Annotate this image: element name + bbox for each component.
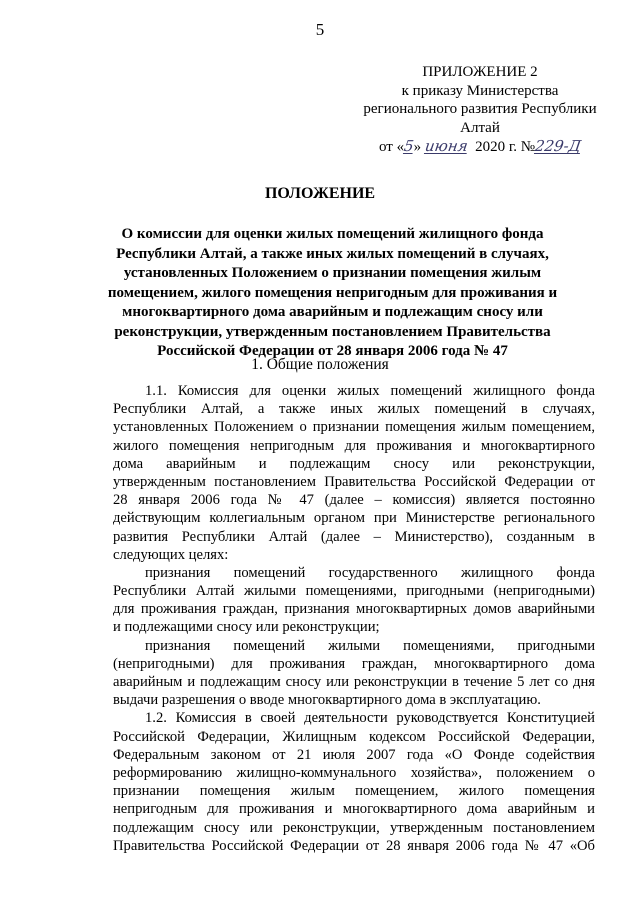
date-year: 2020 г. № bbox=[475, 139, 536, 155]
subject-line: установленных Положением о признании помещения жилым bbox=[123, 265, 542, 281]
subject-line: помещением, жилого помещения непригодным для проживания и bbox=[107, 284, 558, 301]
paragraph-1-1 bbox=[113, 382, 595, 564]
text-line: жилого помещения непригодным для проживания и многоквартирного bbox=[113, 437, 595, 454]
text-line: и подлежащими сносу или реконструкции; bbox=[113, 619, 380, 636]
subject-line: О комиссии для оценки жилых помещений жилищного фонда bbox=[121, 226, 544, 242]
text-line: развития Республики Алтай (далее – Министерство), созданным в bbox=[113, 528, 595, 545]
handwritten-day: 5 bbox=[402, 137, 415, 155]
paragraph-purpose-1 bbox=[113, 564, 595, 637]
text-line: дома аварийным и подлежащим сносу или реконструкции, bbox=[113, 455, 595, 472]
text-line: Российской Федерации, Жилищным кодексом Российской Федерации, bbox=[113, 728, 595, 745]
section-heading: 1. Общие положения bbox=[251, 356, 389, 373]
appendix-line: Алтай bbox=[460, 119, 500, 136]
text-line: утвержденным постановлением Правительства Российской Федерации от bbox=[113, 473, 595, 490]
text-line: Федеральным законом от 21 июля 2007 года «О Фонде содействия bbox=[113, 746, 595, 763]
subject-line: Российской Федерации от 28 января 2006 года № 47 bbox=[157, 343, 508, 359]
text-line: реформированию жилищно-коммунального хозяйства», положением о bbox=[113, 764, 595, 781]
text-line: Республики Алтай, а также иных жилых помещений в случаях, bbox=[113, 401, 595, 418]
text-line: действующим коллегиальным органом при Министерстве регионального bbox=[113, 510, 595, 527]
appendix-block bbox=[350, 63, 610, 157]
text-line: 28 января 2006 года № 47 (далее – комиссия) является постоянно bbox=[113, 492, 595, 509]
text-line: (непригодными) для проживания граждан, многоквартирного дома bbox=[113, 655, 595, 672]
text-line: признания помещений жилыми помещениями, пригодными bbox=[145, 637, 595, 654]
text-line: 1.1. Комиссия для оценки жилых помещений жилищного фонда bbox=[145, 383, 595, 399]
paragraph-purpose-2 bbox=[113, 637, 595, 710]
text-line: признании помещения жилым помещением, жилого помещения bbox=[113, 783, 595, 800]
text-line: выдачи разрешения о вводе многоквартирного дома в эксплуатацию. bbox=[113, 692, 541, 709]
date-separator: » bbox=[413, 139, 422, 155]
text-line: 1.2. Комиссия в своей деятельности руководствуется Конституцией bbox=[145, 710, 595, 727]
text-line: Республики Алтай жилыми помещениями, пригодными (непригодными) bbox=[113, 583, 595, 600]
appendix-title: ПРИЛОЖЕНИЕ 2 bbox=[422, 64, 538, 80]
document-subject bbox=[95, 225, 570, 362]
text-line: установленных Положением о признании помещения жилым помещением, bbox=[113, 419, 595, 436]
paragraph-1-2 bbox=[113, 709, 595, 855]
handwritten-month: июня bbox=[423, 137, 469, 155]
handwritten-order-number: 229-Д bbox=[533, 137, 583, 155]
text-line: для проживания граждан, признания многоквартирных домов аварийными bbox=[113, 601, 595, 618]
page-number: 5 bbox=[315, 20, 325, 39]
body-text bbox=[113, 382, 595, 855]
text-line: следующих целях: bbox=[113, 546, 229, 563]
order-date-line bbox=[350, 137, 610, 157]
text-line: подлежащим сносу или реконструкции, утвержденным постановлением bbox=[113, 819, 595, 836]
text-line: Правительства Российской Федерации от 28 января 2006 года № 47 «Об bbox=[113, 837, 595, 854]
subject-line: многоквартирного дома аварийным и подлежащим сносу или bbox=[122, 304, 543, 320]
subject-line: Республики Алтай, а также иных жилых помещений в случаях, bbox=[116, 245, 549, 262]
text-line: признания помещений государственного жилищного фонда bbox=[145, 564, 595, 581]
text-line: непригодным для проживания и многоквартирного дома аварийным и bbox=[113, 801, 595, 818]
subject-line: реконструкции, утвержденным постановлением Правительства bbox=[114, 323, 551, 340]
date-prefix: от « bbox=[378, 139, 405, 155]
appendix-line: регионального развития Республики bbox=[363, 101, 597, 117]
appendix-line: к приказу Министерства bbox=[401, 82, 559, 99]
document-title: ПОЛОЖЕНИЕ bbox=[264, 185, 376, 202]
text-line: аварийным и подлежащим сносу или реконструкции в течение 5 лет со дня bbox=[113, 674, 595, 690]
